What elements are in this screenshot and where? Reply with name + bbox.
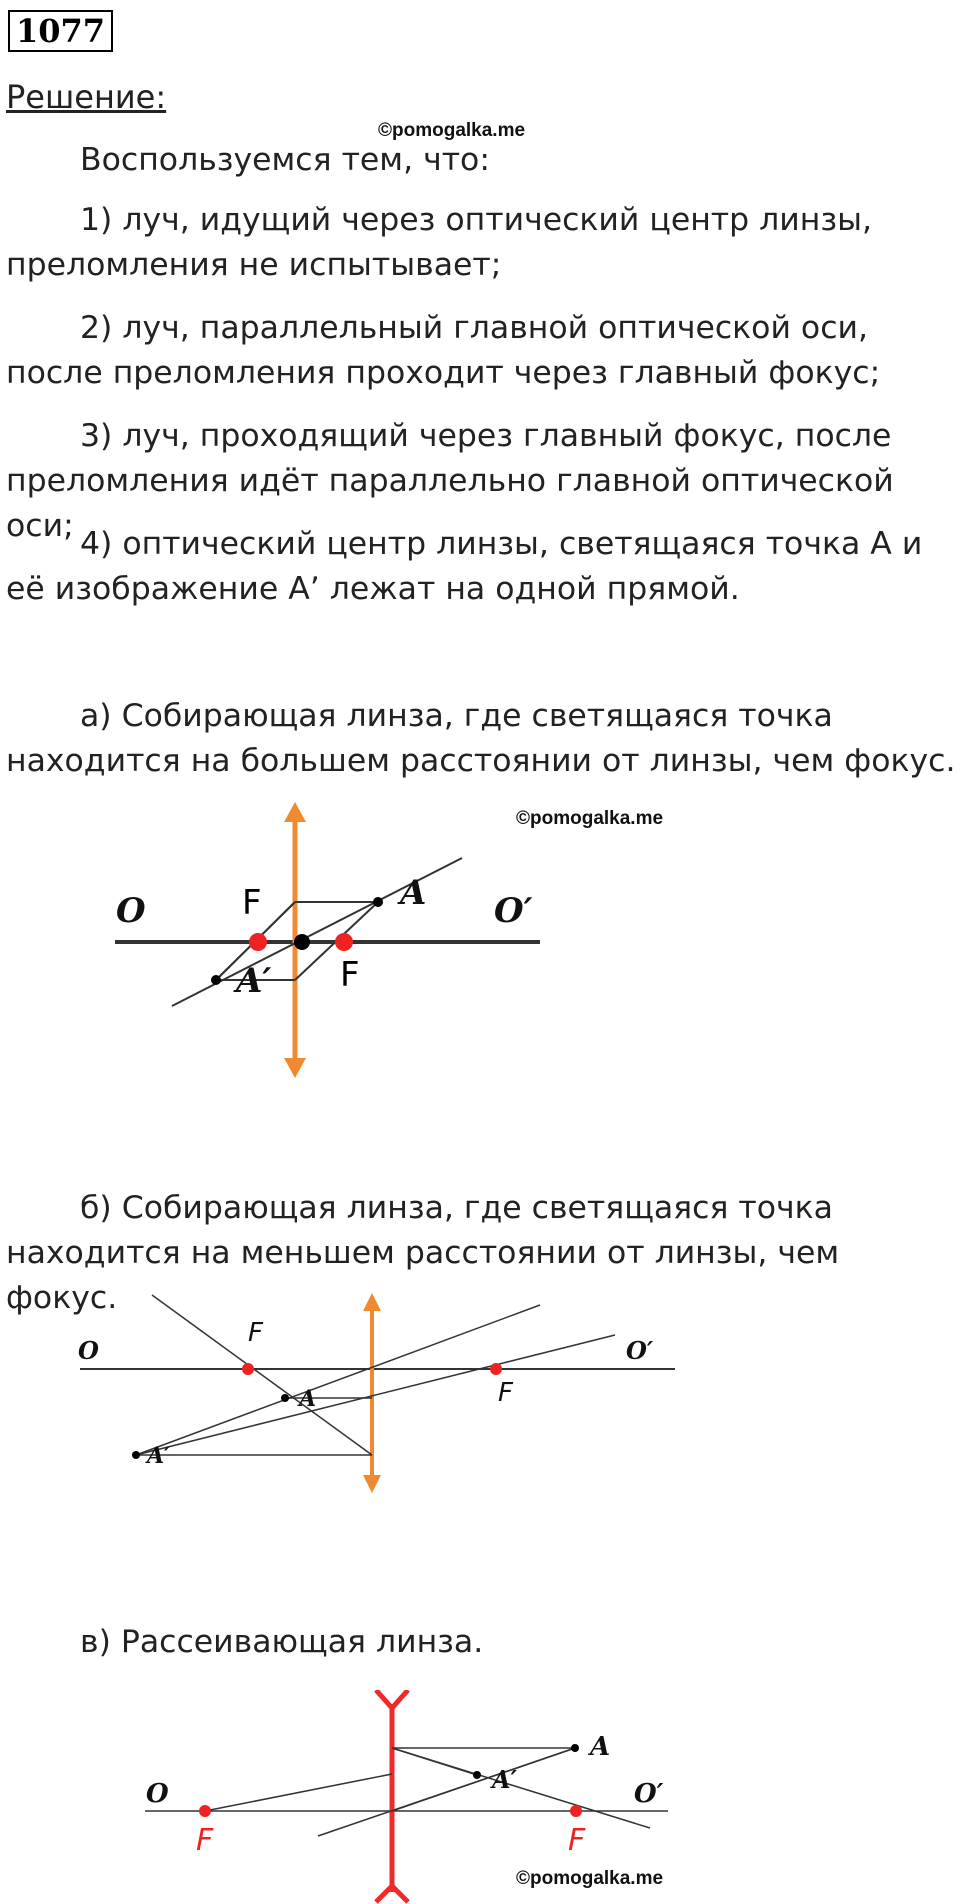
svg-text:O′: O′ [634, 1779, 664, 1809]
focus-left [249, 933, 267, 951]
focus-right [490, 1363, 502, 1375]
diagram-converging-near [0, 1285, 960, 1495]
case-b-text: б) Собирающая линза, где светящаяся точка находится на меньшем расстоянии от линзы, чем фокус. [6, 1190, 840, 1316]
svg-text:A: A [299, 1386, 317, 1412]
svg-text:F: F [340, 955, 360, 995]
focus-right [570, 1805, 582, 1817]
lens-arrow-top [363, 1293, 381, 1311]
rule-1: 1) луч, идущий через оптический центр линзы, преломления не испытывает; [6, 202, 872, 283]
svg-text:A′: A′ [492, 1765, 517, 1794]
ray-through-center [318, 1748, 575, 1836]
svg-text:F: F [498, 1378, 513, 1408]
lens-head-bottom [376, 1886, 408, 1902]
lens-head-top [376, 1690, 408, 1708]
rule-3: 3) луч, проходящий через главный фокус, после преломления идёт параллельно главной оптической оси; [6, 418, 894, 544]
focus-left [242, 1363, 254, 1375]
svg-text:A′: A′ [236, 961, 272, 1001]
point-a-prime [211, 975, 221, 985]
intro-paragraph [6, 138, 956, 183]
svg-text:F: F [196, 1823, 214, 1858]
diagram-diverging [0, 1690, 960, 1904]
rule-4: 4) оптический центр линзы, светящаяся точка А и её изображение А’ лежат на одной прямой. [6, 526, 923, 607]
rule-2: 2) луч, параллельный главной оптической оси, после преломления проходит через главный фокус; [6, 310, 881, 391]
optical-center [294, 934, 310, 950]
svg-text:O′: O′ [626, 1336, 654, 1365]
case-c-text: в) Рассеивающая линза. [80, 1624, 484, 1660]
svg-text:F: F [242, 883, 262, 923]
svg-text:O: O [78, 1336, 99, 1365]
lens-arrow-bottom [363, 1475, 381, 1493]
diagram-converging-far [0, 790, 960, 1080]
point-a-prime [132, 1451, 140, 1459]
point-a [281, 1394, 289, 1402]
svg-text:O′: O′ [494, 891, 533, 931]
problem-number: 1077 [8, 10, 113, 52]
svg-text:A′: A′ [147, 1443, 170, 1469]
case-a-text: а) Собирающая линза, где светящаяся точка находится на большем расстоянии от линзы, чем фокус. [6, 698, 956, 779]
focus-left [199, 1805, 211, 1817]
watermark: ©pomogalka.me [516, 1868, 664, 1889]
intro-text: Воспользуемся тем, что: [80, 142, 490, 178]
lens-arrow-bottom [284, 1058, 306, 1078]
point-a-prime [473, 1771, 481, 1779]
svg-text:O: O [116, 891, 146, 931]
lens-arrow-top [284, 802, 306, 822]
solution-heading: Решение: [6, 78, 167, 116]
svg-text:O: O [146, 1779, 169, 1809]
point-a [571, 1744, 579, 1752]
watermark: ©pomogalka.me [516, 808, 664, 829]
svg-text:A: A [590, 1732, 611, 1762]
point-a [373, 897, 383, 907]
watermark: ©pomogalka.me [378, 120, 526, 141]
svg-text:A: A [400, 873, 427, 913]
focus-right [335, 933, 353, 951]
svg-text:F: F [568, 1823, 586, 1858]
svg-text:F: F [248, 1318, 263, 1348]
